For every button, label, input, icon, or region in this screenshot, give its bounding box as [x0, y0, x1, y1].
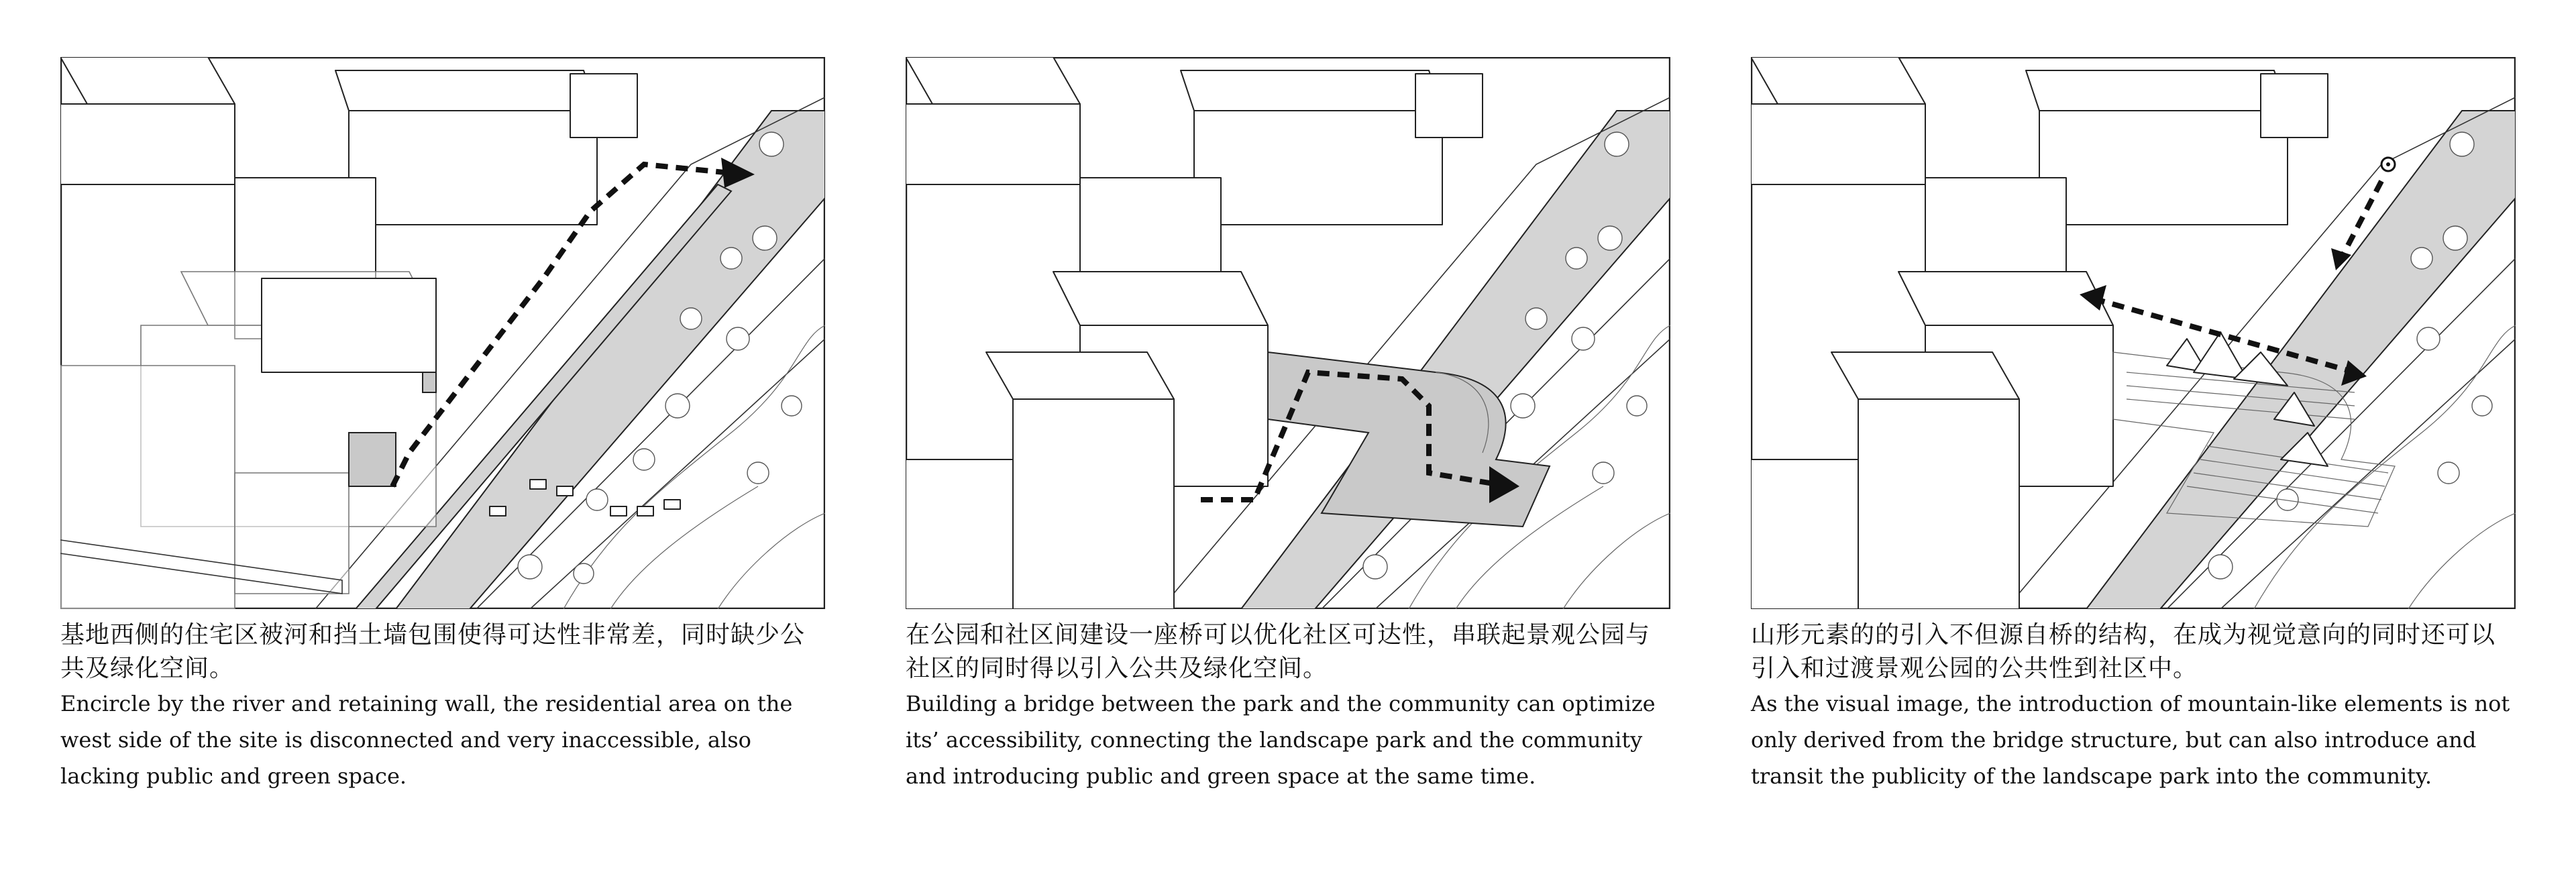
caption-cn: 山形元素的的引入不但源自桥的结构，在成为视觉意向的同时还可以引入和过渡景观公园的公共性到社区中。	[1751, 621, 2496, 682]
caption-3	[1751, 618, 2516, 794]
caption-cn: 在公园和社区间建设一座桥可以优化社区可达性，串联起景观公园与社区的同时得以引入公共及绿化空间。	[906, 621, 1651, 682]
caption-en: Encircle by the river and retaining wall, the residential area on the west side of the site is disconnected and very inaccessible, also lacking public and green space.	[60, 691, 793, 789]
caption-2	[906, 618, 1670, 794]
axonometric-diagram-3	[1751, 57, 2516, 609]
caption-1	[60, 618, 825, 794]
panel-3	[1751, 0, 2516, 870]
caption-cn: 基地西侧的住宅区被河和挡土墙包围使得可达性非常差，同时缺少公共及绿化空间。	[60, 621, 806, 682]
panel-2	[906, 0, 1670, 870]
caption-en: Building a bridge between the park and the community can optimize its’ accessibility, connecting the landscape park and the community and introducing public and green space at the same time.	[906, 691, 1656, 789]
axonometric-diagram-2	[906, 57, 1670, 609]
caption-en: As the visual image, the introduction of mountain-like elements is not only derived from the bridge structure, but can also introduce and transit the publicity of the landscape park into the community.	[1751, 691, 2510, 789]
axonometric-diagram-1	[60, 57, 825, 609]
panel-1	[60, 0, 825, 870]
